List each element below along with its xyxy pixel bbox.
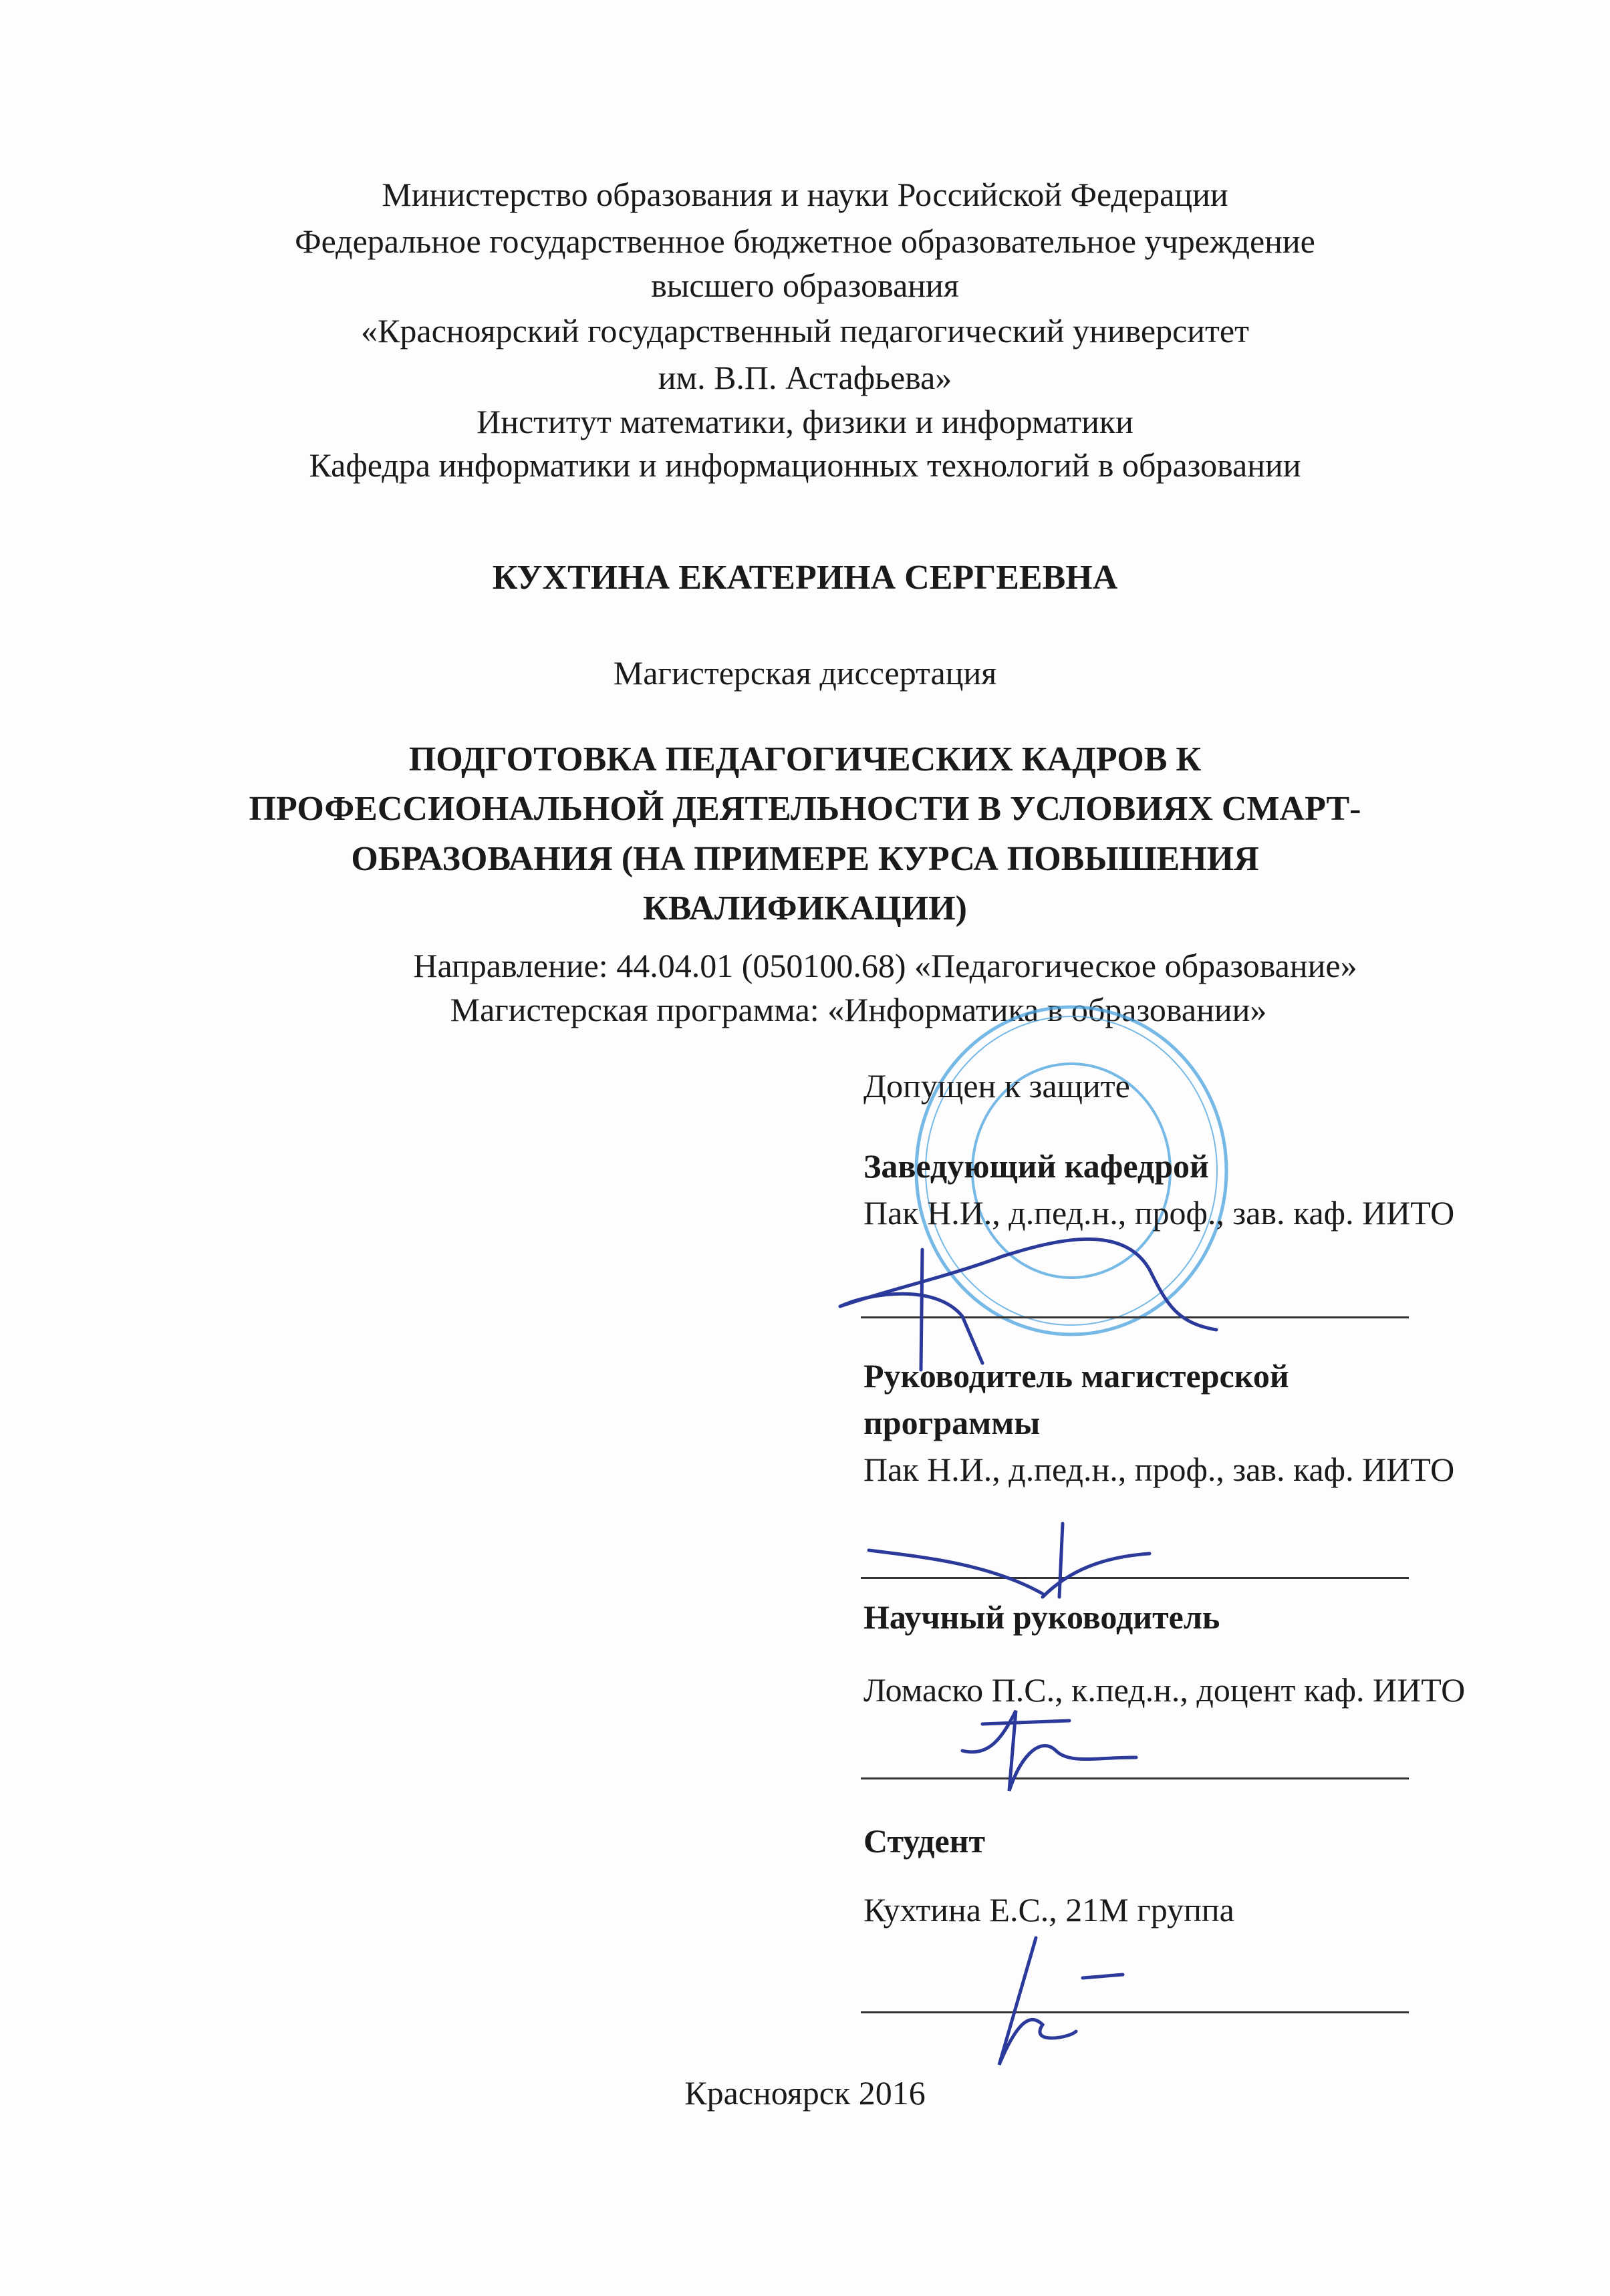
document-type: Магистерская диссертация xyxy=(613,654,997,692)
department-line: Кафедра информатики и информационных технологий в образовании xyxy=(309,446,1301,484)
title-line: ОБРАЗОВАНИЯ (НА ПРИМЕРЕ КУРСА ПОВЫШЕНИЯ xyxy=(351,840,1259,878)
title-line: ПОДГОТОВКА ПЕДАГОГИЧЕСКИХ КАДРОВ К xyxy=(408,740,1202,778)
program-head-role: Руководитель магистерской xyxy=(863,1357,1289,1395)
institute-line: Институт математики, физики и информатики xyxy=(477,403,1133,440)
head-role: Заведующий кафедрой xyxy=(863,1147,1209,1185)
admitted-label: Допущен к защите xyxy=(863,1067,1130,1105)
program-head-role: программы xyxy=(863,1404,1041,1441)
supervisor-name: Ломаско П.С., к.пед.н., доцент каф. ИИТО xyxy=(863,1671,1466,1709)
ministry-line: Министерство образования и науки Российской Федерации xyxy=(382,176,1228,213)
signature-program-head xyxy=(869,1524,1150,1597)
head-name: Пак Н.И., д.пед.н., проф., зав. каф. ИИТО xyxy=(863,1194,1455,1232)
university-line: им. В.П. Астафьева» xyxy=(658,359,952,396)
student-role: Студент xyxy=(863,1822,986,1860)
title-line: КВАЛИФИКАЦИИ) xyxy=(643,889,967,927)
university-line: «Красноярский государственный педагогический университет xyxy=(361,312,1249,349)
author-name: КУХТИНА ЕКАТЕРИНА СЕРГЕЕВНА xyxy=(492,559,1118,597)
institution-line: высшего образования xyxy=(651,267,959,304)
direction: Направление: 44.04.01 (050100.68) «Педагогическое образование» xyxy=(413,947,1357,984)
program: Магистерская программа: «Информатика в образовании» xyxy=(450,991,1267,1028)
supervisor-role: Научный руководитель xyxy=(863,1598,1220,1636)
signature-student xyxy=(999,1938,1123,2065)
signature-head xyxy=(840,1239,1216,1370)
title-line: ПРОФЕССИОНАЛЬНОЙ ДЕЯТЕЛЬНОСТИ В УСЛОВИЯХ СМАРТ- xyxy=(249,790,1361,828)
footer-city-year: Красноярск 2016 xyxy=(684,2074,926,2112)
signature-supervisor xyxy=(962,1711,1136,1791)
student-name: Кухтина Е.С., 21М группа xyxy=(863,1891,1234,1928)
program-head-name: Пак Н.И., д.пед.н., проф., зав. каф. ИИТО xyxy=(863,1451,1455,1488)
institution-line: Федеральное государственное бюджетное образовательное учреждение xyxy=(295,223,1315,260)
